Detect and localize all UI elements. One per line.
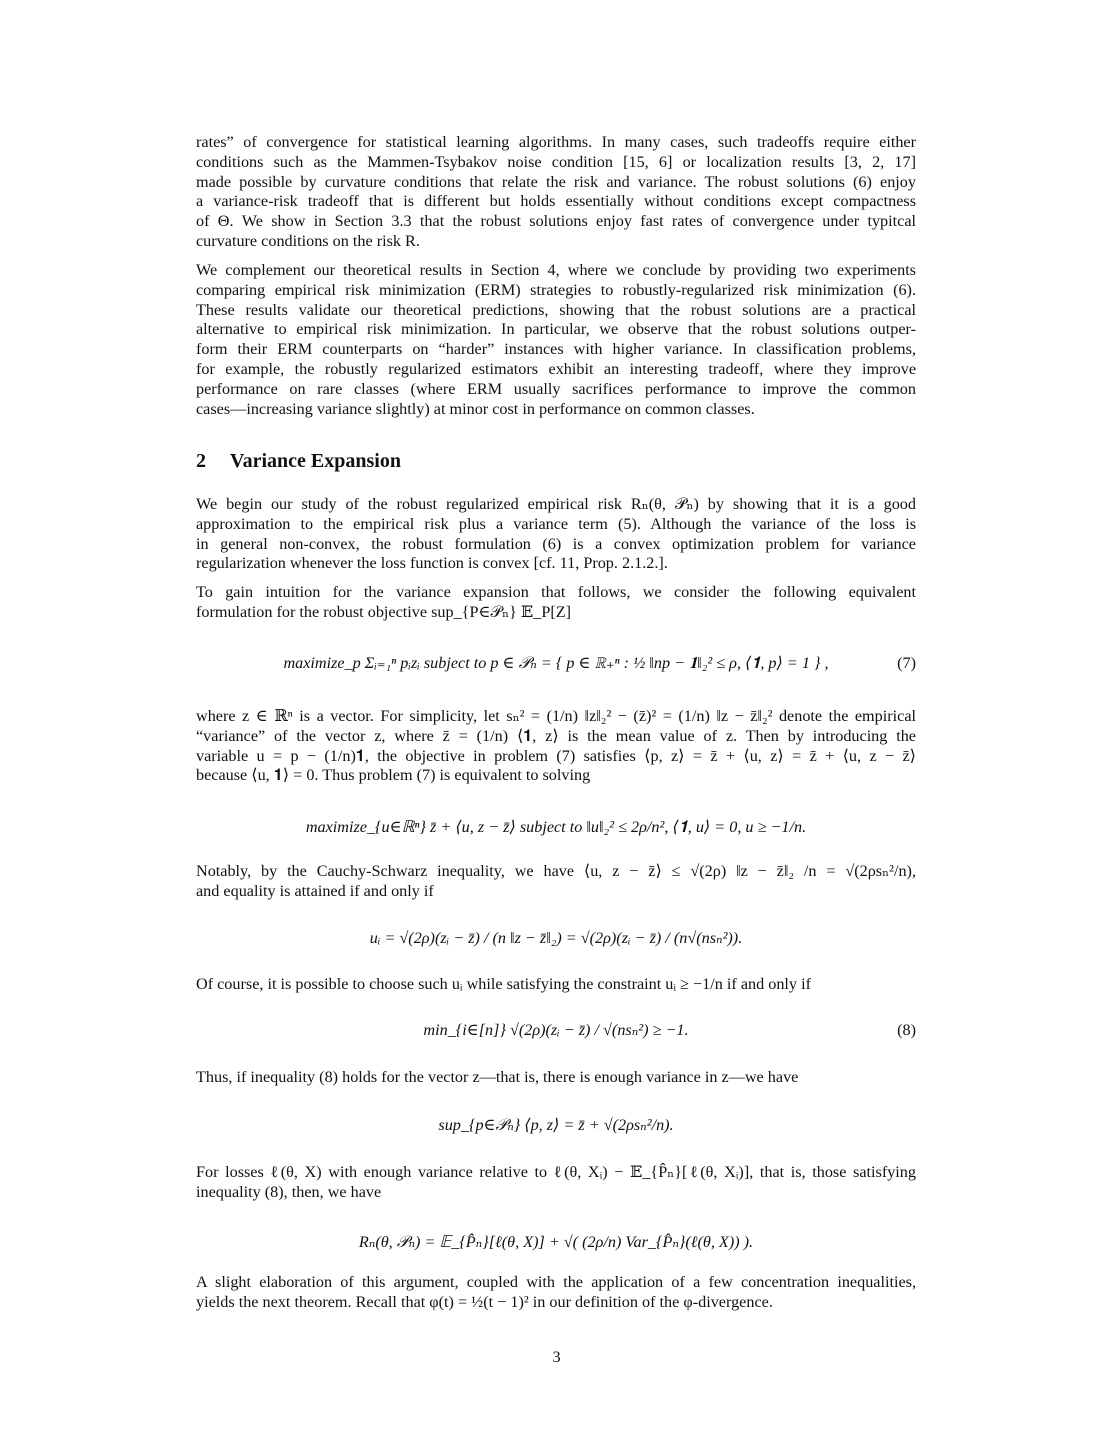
- text-line: form their ERM counterparts on “harder” instances with higher variance. In classification problems,: [196, 340, 916, 359]
- text-line: a variance-risk tradeoff that is different but holds essentially without conditions except compactness: [196, 192, 916, 211]
- text-line: A slight elaboration of this argument, coupled with the application of a few concentration inequalities,: [196, 1273, 916, 1291]
- text-line: for example, the robustly regularized estimators exhibit an interesting tradeoff, where they improve: [196, 359, 916, 378]
- text-line: inequality (8), then, we have: [196, 1182, 382, 1201]
- text-line: Of course, it is possible to choose such uᵢ while satisfying the constraint uᵢ ≥ −1/n if and only if: [196, 975, 811, 993]
- equation-ui: [196, 927, 916, 949]
- text-line: “variance” of the vector z, where z̄ = (1/n) ⟨𝟏, z⟩ is the mean value of z. Then by introducing the: [196, 726, 916, 745]
- paragraph-variance-definition: [196, 707, 916, 786]
- paragraph-losses: [196, 1163, 916, 1203]
- text-line: These results validate our theoretical predictions, showing that the robust solutions are a practical: [196, 300, 916, 319]
- text-line: Thus, if inequality (8) holds for the vector z—that is, there is enough variance in z—we have: [196, 1068, 799, 1086]
- text-line: where z ∈ ℝⁿ is a vector. For simplicity, let sₙ² = (1/n) ‖z‖₂² − (z̄)² = (1/n) ‖z − z̄‖₂² denote the empirical: [196, 707, 916, 725]
- equation-robust-risk-body: Rₙ(θ, 𝒫ₙ) = 𝔼_{P̂ₙ}[ℓ(θ, X)] + √( (2ρ/n) Var_{P̂ₙ}(ℓ(θ, X)) ).: [358, 1233, 754, 1251]
- equation-sup-body: sup_{p∈𝒫ₙ} ⟨p, z⟩ = z̄ + √(2ρsₙ²/n).: [438, 1116, 674, 1134]
- section-heading: [196, 449, 916, 473]
- text-line: regularization whenever the loss function is convex [cf. 11, Prop. 2.1.2.].: [196, 554, 668, 573]
- text-line: in general non-convex, the robust formulation (6) is a convex optimization problem for variance: [196, 534, 916, 553]
- paragraph-experiments-summary: [196, 261, 916, 419]
- text-line: cases—increasing variance slightly) at minor cost in performance on common classes.: [196, 399, 755, 418]
- text-line: performance on rare classes (where ERM usually sacrifices performance to improve the common: [196, 379, 916, 398]
- text-line: of Θ. We show in Section 3.3 that the robust solutions enjoy fast rates of convergence under typitcal: [196, 212, 916, 231]
- paragraph-cauchy-schwarz: [196, 862, 916, 902]
- text-line: curvature conditions on the risk R.: [196, 231, 420, 250]
- equation-7: [196, 652, 916, 674]
- text-line: To gain intuition for the variance expansion that follows, we consider the following equivalent: [196, 583, 916, 601]
- equation-sup: [196, 1114, 916, 1136]
- text-line: comparing empirical risk minimization (ERM) strategies to robustly-regularized risk minimization (6).: [196, 280, 916, 299]
- text-line: Notably, by the Cauchy-Schwarz inequality, we have ⟨u, z − z̄⟩ ≤ √(2ρ) ‖z − z̄‖₂ /n = √(2ρsₙ²/n),: [196, 862, 916, 880]
- equation-8-body: min_{i∈[n]} √(2ρ)(zᵢ − z̄) / √(nsₙ²) ≥ −1.: [423, 1021, 689, 1039]
- section-title: Variance Expansion: [230, 450, 401, 472]
- paragraph-of-course: [196, 975, 916, 995]
- equation-ui-body: uᵢ = √(2ρ)(zᵢ − z̄) / (n ‖z − z̄‖₂) = √(2ρ)(zᵢ − z̄) / (n√(nsₙ²)).: [369, 929, 743, 947]
- text-line: alternative to empirical risk minimization. In particular, we observe that the robust solutions outper-: [196, 320, 916, 339]
- text-line: rates” of convergence for statistical learning algorithms. In many cases, such tradeoffs require either: [196, 133, 916, 151]
- section-number: 2: [196, 450, 206, 472]
- paragraph-intro-rates: [196, 133, 916, 252]
- equation-u-problem-body: maximize_{u∈ℝⁿ} z̄ + ⟨u, z − z̄⟩ subject to ‖u‖₂² ≤ 2ρ/n², ⟨𝟏, u⟩ = 0, u ≥ −1/n.: [305, 818, 807, 836]
- text-line: formulation for the robust objective sup_{P∈𝒫ₙ} 𝔼_P[Z]: [196, 602, 572, 621]
- equation-8: [196, 1019, 916, 1041]
- equation-8-tag: (8): [897, 1021, 916, 1039]
- text-line: made possible by curvature conditions that relate the risk and variance. The robust solutions (6) enjoy: [196, 172, 916, 191]
- equation-7-tag: (7): [897, 654, 916, 672]
- equation-u-problem: [196, 816, 916, 838]
- text-line: For losses ℓ(θ, X) with enough variance relative to ℓ(θ, Xᵢ) − 𝔼_{P̂ₙ}[ℓ(θ, Xᵢ)], that is, those satisfying: [196, 1163, 916, 1181]
- text-line: yields the next theorem. Recall that φ(t) = ½(t − 1)² in our definition of the φ-divergence.: [196, 1292, 773, 1311]
- paragraph-variance-begin: [196, 495, 916, 574]
- text-line: because ⟨u, 𝟏⟩ = 0. Thus problem (7) is equivalent to solving: [196, 766, 591, 785]
- equation-7-body: maximize_p Σᵢ₌₁ⁿ pᵢzᵢ subject to p ∈ 𝒫ₙ = { p ∈ ℝ₊ⁿ : ½ ‖np − 𝟏‖₂² ≤ ρ, ⟨𝟏, p⟩ = 1 } ,: [283, 654, 829, 672]
- text-line: variable u = p − (1/n)𝟏, the objective in problem (7) satisfies ⟨p, z⟩ = z̄ + ⟨u, z⟩ = z̄ + ⟨u, z − z̄⟩: [196, 746, 916, 765]
- text-line: approximation to the empirical risk plus a variance term (5). Although the variance of the loss is: [196, 514, 916, 533]
- paragraph-intuition: [196, 583, 916, 623]
- paragraph-elaboration: [196, 1273, 916, 1313]
- equation-robust-risk: [196, 1231, 916, 1253]
- text-line: and equality is attained if and only if: [196, 881, 434, 900]
- text-line: conditions such as the Mammen-Tsybakov noise condition [15, 6] or localization results [3, 2, 17]: [196, 152, 916, 171]
- text-line: We begin our study of the robust regularized empirical risk Rₙ(θ, 𝒫ₙ) by showing that it is a good: [196, 495, 916, 513]
- paragraph-thus: [196, 1068, 916, 1088]
- page-number: 3: [552, 1348, 561, 1366]
- text-line: We complement our theoretical results in Section 4, where we conclude by providing two experiments: [196, 261, 916, 279]
